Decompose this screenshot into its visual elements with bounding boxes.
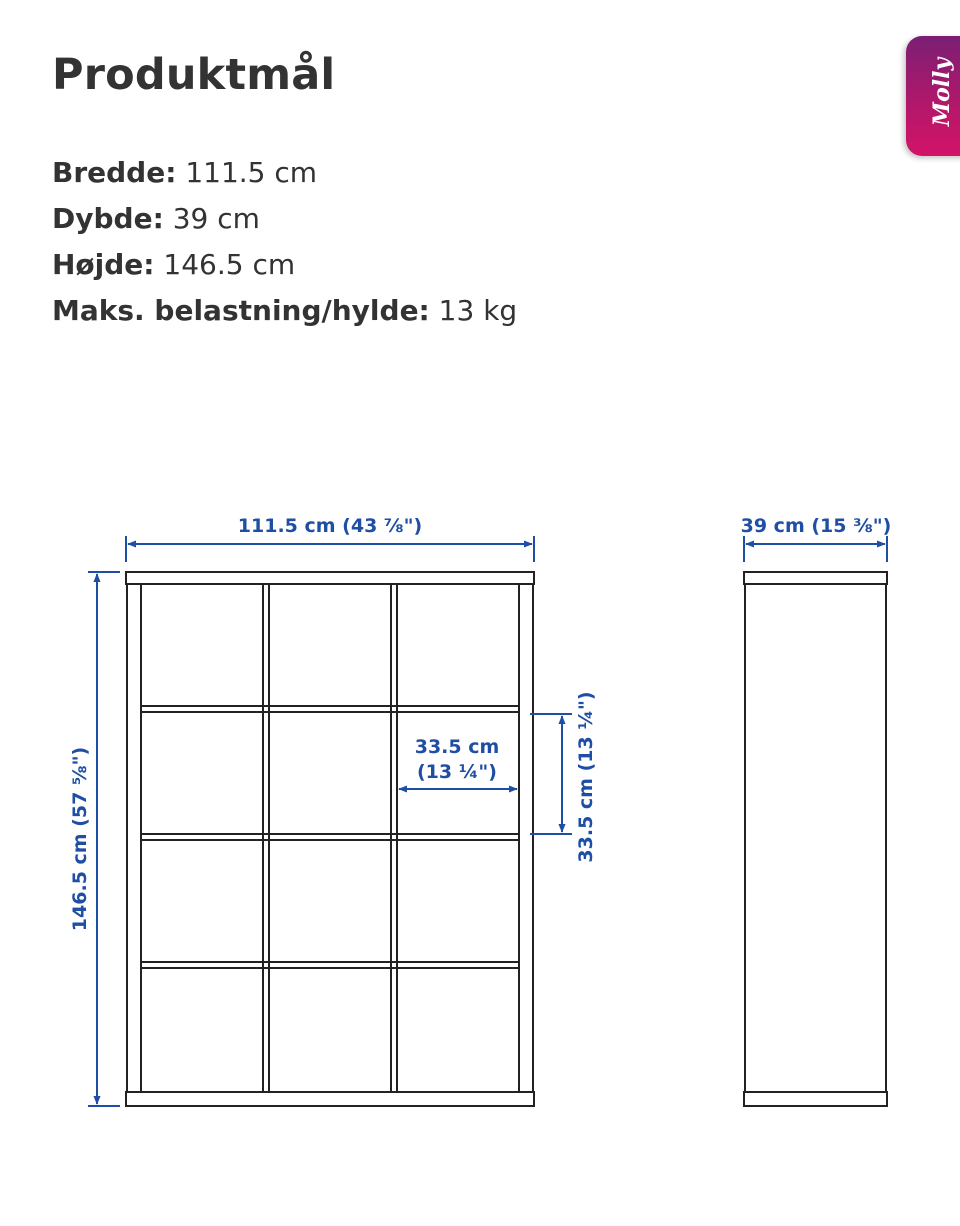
dimension-lines xyxy=(88,536,887,1106)
spec-value: 146.5 cm xyxy=(163,248,296,281)
side-view-shelf xyxy=(744,572,887,1106)
spec-label: Højde: xyxy=(52,248,155,281)
spec-value: 111.5 cm xyxy=(185,156,318,189)
front-left-side xyxy=(127,584,141,1092)
front-height-label: 146.5 cm (57 ⅝") xyxy=(69,746,91,932)
cell-width-label-line1: 33.5 cm xyxy=(414,736,500,758)
spec-value: 13 kg xyxy=(438,294,518,327)
spec-label: Maks. belastning/hylde: xyxy=(52,294,430,327)
front-divider xyxy=(391,584,397,1092)
front-shelf xyxy=(141,834,519,840)
front-width-label: 111.5 cm (43 ⅞") xyxy=(237,515,423,537)
molly-label: Molly xyxy=(929,57,955,127)
spec-label: Dybde: xyxy=(52,202,164,235)
page-title: Produktmål xyxy=(52,50,336,100)
front-top-board xyxy=(126,572,534,584)
side-top-board xyxy=(744,572,887,584)
spec-value: 39 cm xyxy=(172,202,260,235)
cell-height-label: 33.5 cm (13 ¼") xyxy=(575,691,597,863)
side-depth-label: 39 cm (15 ⅜") xyxy=(740,515,892,537)
front-view-shelf xyxy=(126,572,534,1106)
front-shelf xyxy=(141,962,519,968)
front-shelf xyxy=(141,706,519,712)
spec-label: Bredde: xyxy=(52,156,177,189)
side-panel xyxy=(745,584,886,1092)
cell-width-label-line2: (13 ¼") xyxy=(417,761,497,783)
front-bottom-board xyxy=(126,1092,534,1106)
side-bottom-board xyxy=(744,1092,887,1106)
front-right-side xyxy=(519,584,533,1092)
front-divider xyxy=(263,584,269,1092)
